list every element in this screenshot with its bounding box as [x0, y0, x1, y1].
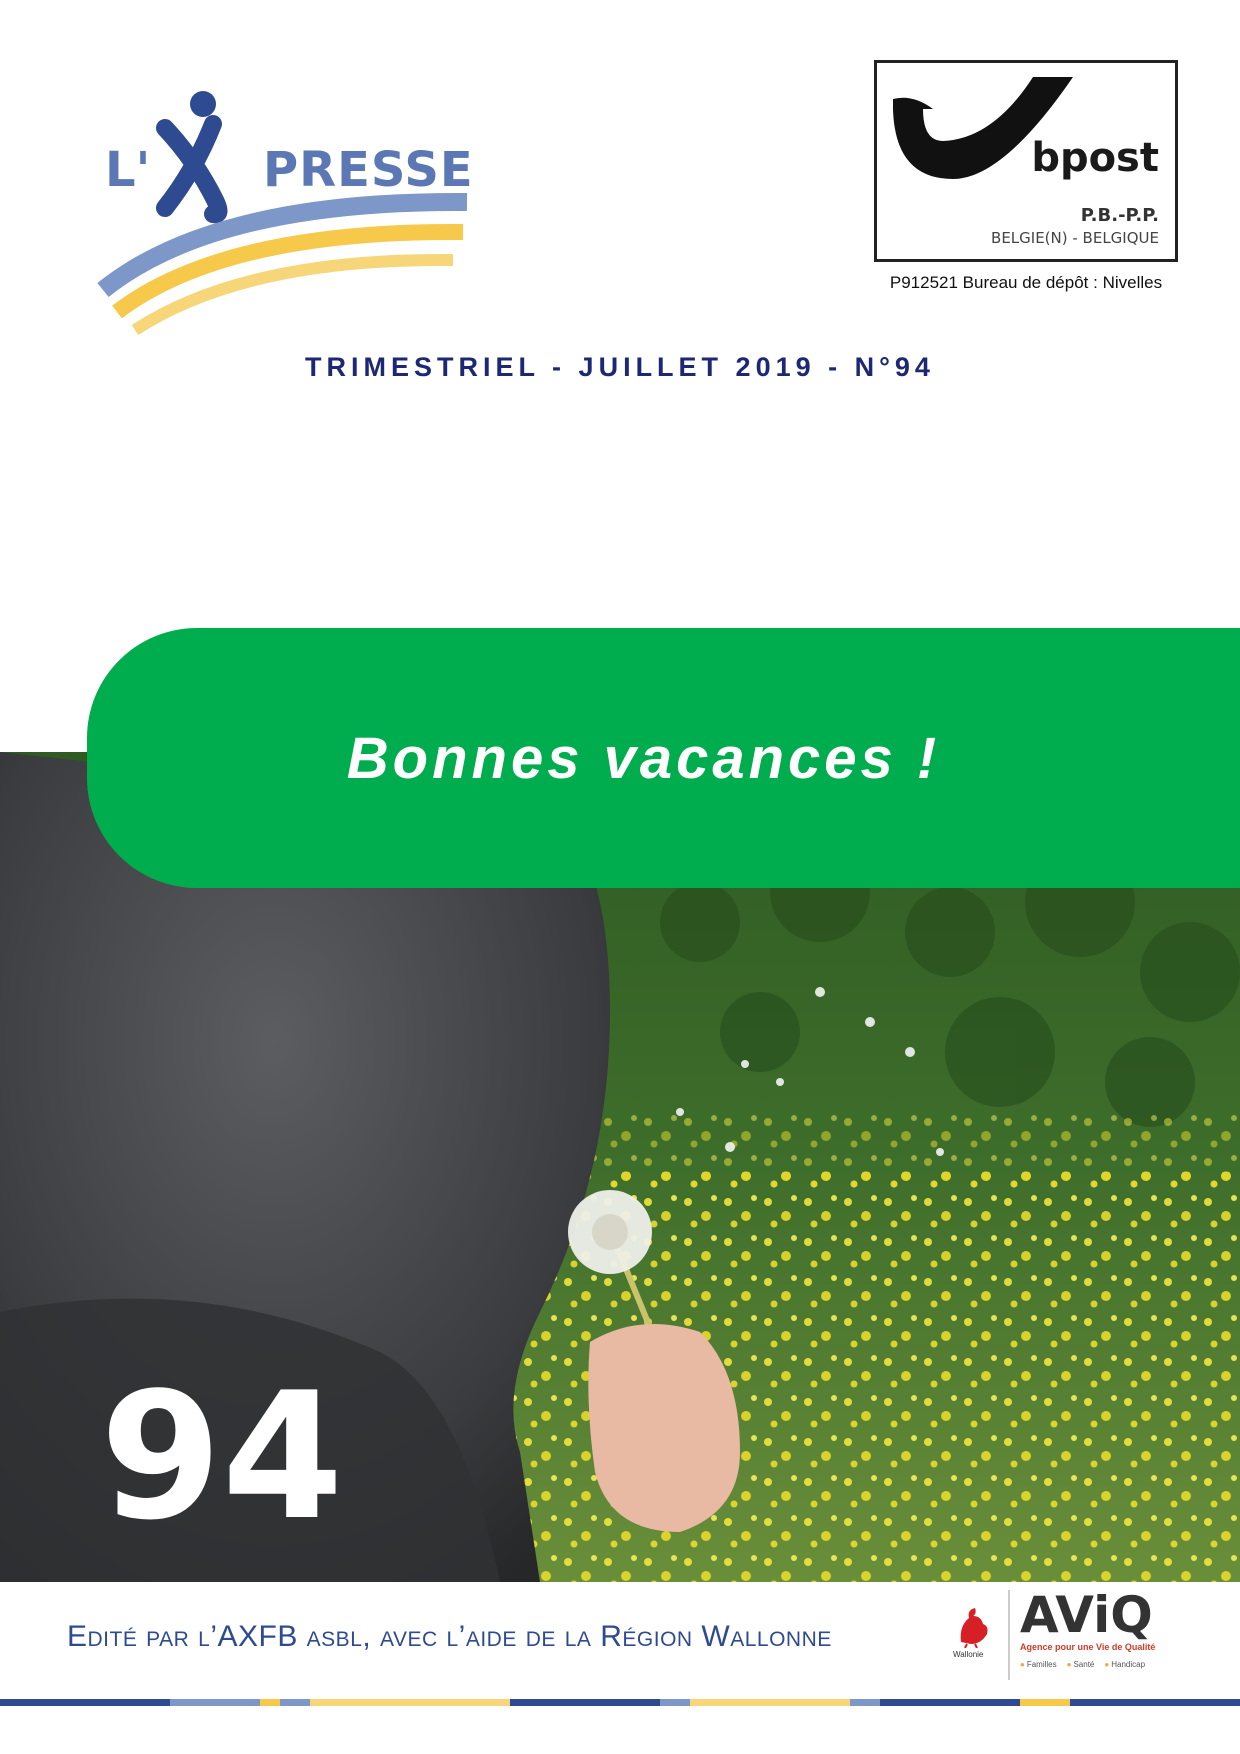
aviq-logo — [1008, 1586, 1208, 1680]
banner-title: Bonnes vacances ! — [346, 725, 941, 791]
stamp-line2: BELGIE(N) - BELGIQUE — [991, 229, 1159, 247]
wallonie-label: Wallonie — [953, 1650, 984, 1659]
bpost-stamp — [874, 60, 1178, 262]
issue-line: TRIMESTRIEL - JUILLET 2019 - N°94 — [305, 352, 935, 382]
bottom-stripe — [0, 1699, 1240, 1706]
stamp-line1: P.B.-P.P. — [1080, 205, 1159, 226]
aviq-name: AViQ — [1020, 1586, 1153, 1644]
logo-prefix: L' — [105, 142, 151, 198]
wallonie-logo — [955, 1604, 997, 1664]
logo-name: PRESSE — [263, 142, 474, 198]
logo-arcs-graphic — [95, 90, 495, 370]
xpresse-logo — [95, 90, 495, 370]
aviq-tagline: Agence pour une Vie de Qualité — [1020, 1642, 1156, 1652]
depot-office: P912521 Bureau de dépôt : Nivelles — [889, 273, 1163, 292]
aviq-category: ● Familles — [1020, 1660, 1057, 1669]
aviq-categories — [1020, 1660, 1208, 1669]
issue-number: 94 — [100, 1356, 344, 1559]
rooster-icon — [955, 1604, 991, 1648]
aviq-category: ● Handicap — [1104, 1660, 1145, 1669]
publisher-credit: Edité par l’AXFB asbl, avec l’aide de la Région Wallonne — [67, 1620, 832, 1653]
bpost-brand: bpost — [1031, 135, 1159, 181]
aviq-category: ● Santé — [1067, 1660, 1095, 1669]
